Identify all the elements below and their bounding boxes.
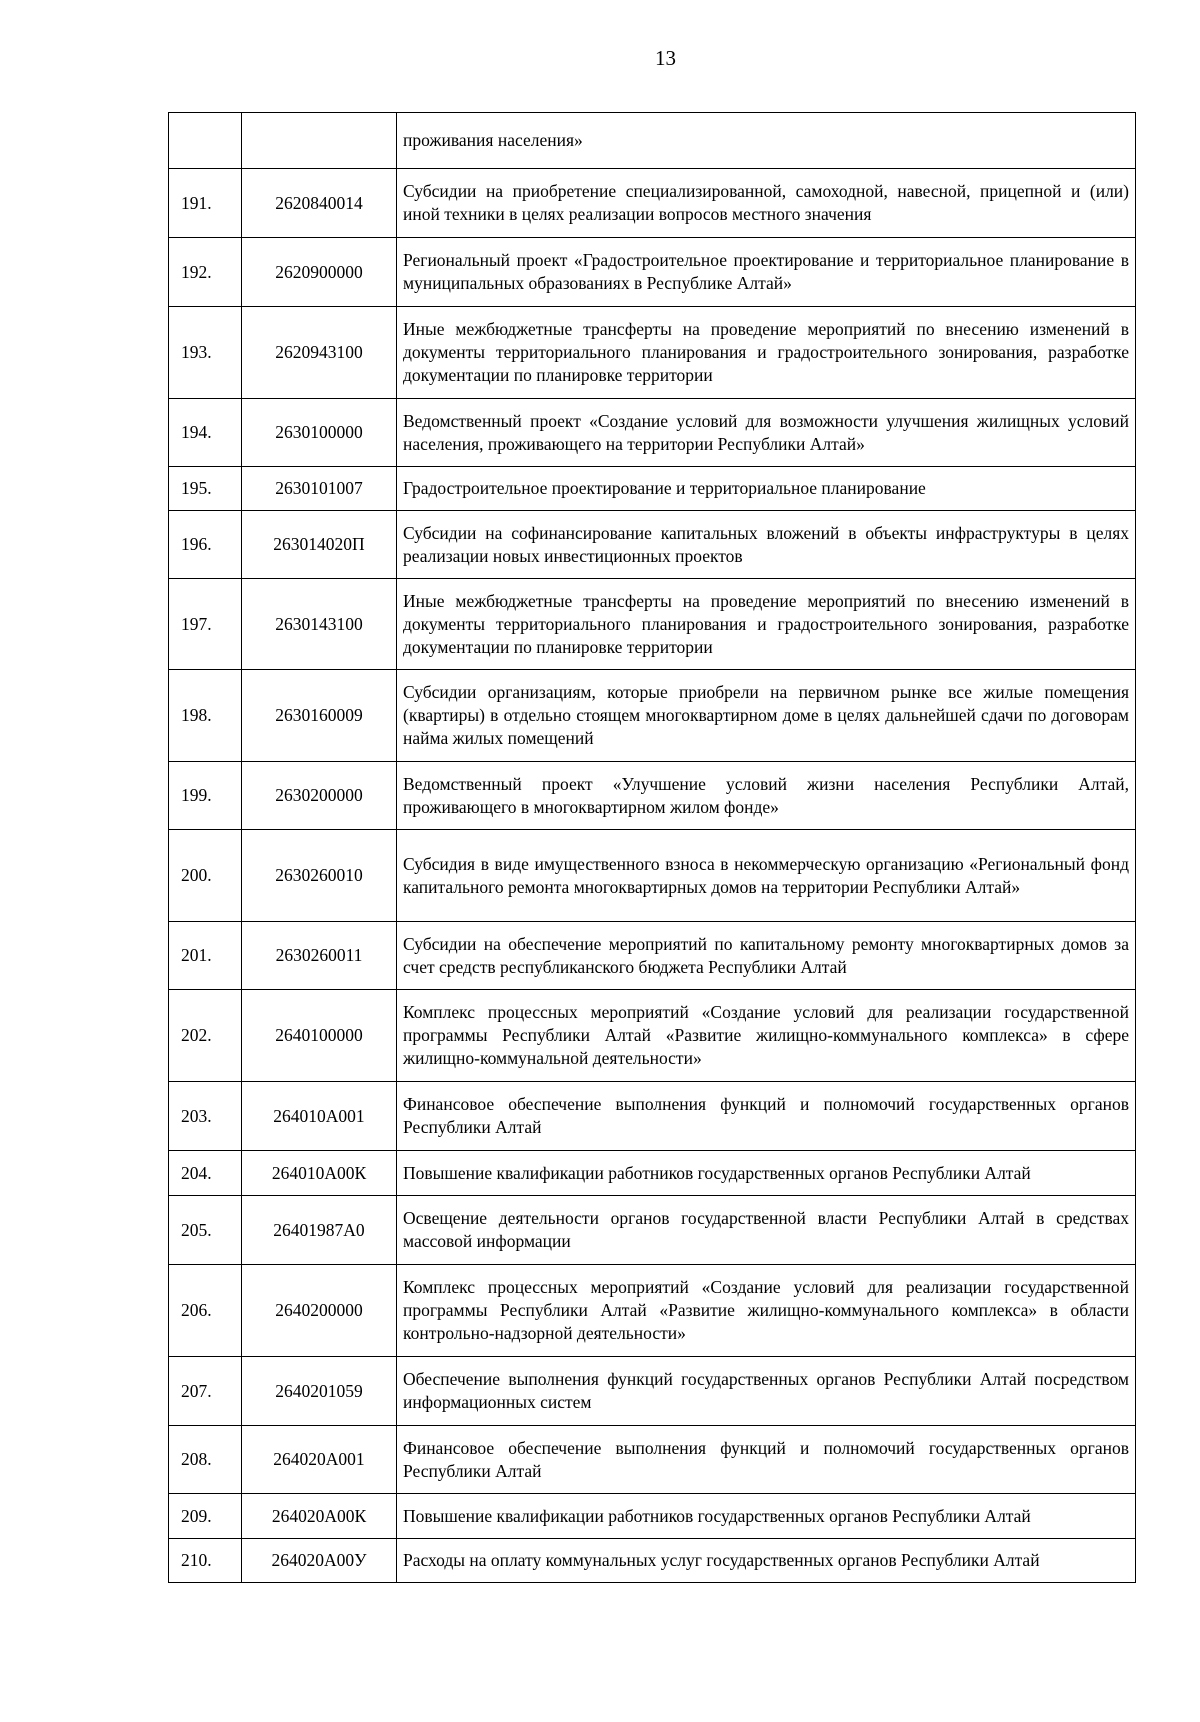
row-number: 209. [169, 1494, 242, 1539]
row-number: 201. [169, 922, 242, 990]
row-number: 204. [169, 1151, 242, 1196]
table-row [169, 990, 1136, 1082]
target-code: 2630260011 [242, 922, 397, 990]
target-name: Освещение деятельности органов государственной власти Республики Алтай в средствах массовой информации [397, 1196, 1136, 1265]
page-number: 13 [655, 46, 676, 70]
target-code: 2640200000 [242, 1265, 397, 1357]
target-name: Финансовое обеспечение выполнения функций и полномочий государственных органов Республики Алтай [397, 1082, 1136, 1151]
table-row [169, 399, 1136, 467]
target-name: Субсидии на софинансирование капитальных вложений в объекты инфраструктуры в целях реализации новых инвестиционных проектов [397, 511, 1136, 579]
target-name: Субсидии на приобретение специализированной, самоходной, навесной, прицепной и (или) иной техники в целях реализации вопросов местного значения [397, 169, 1136, 238]
table-body [169, 113, 1136, 1583]
table-row [169, 113, 1136, 169]
target-code: 2630200000 [242, 762, 397, 830]
table-row [169, 1494, 1136, 1539]
table-row [169, 238, 1136, 307]
row-number: 202. [169, 990, 242, 1082]
table-row [169, 922, 1136, 990]
target-name: Повышение квалификации работников государственных органов Республики Алтай [397, 1494, 1136, 1539]
target-code: 263014020П [242, 511, 397, 579]
target-name: Иные межбюджетные трансферты на проведение мероприятий по внесению изменений в документы территориального планирования и градостроительного зонирования, разработке документации по планировке территории [397, 307, 1136, 399]
row-number: 207. [169, 1357, 242, 1426]
target-code: 264010А001 [242, 1082, 397, 1151]
target-name: Градостроительное проектирование и территориальное планирование [397, 467, 1136, 511]
target-code: 2630101007 [242, 467, 397, 511]
row-number: 191. [169, 169, 242, 238]
target-code: 264020А001 [242, 1426, 397, 1494]
target-name: Ведомственный проект «Создание условий для возможности улучшения жилищных условий населения, проживающего на территории Республики Алтай» [397, 399, 1136, 467]
table-row [169, 1357, 1136, 1426]
table-row [169, 762, 1136, 830]
table-row [169, 307, 1136, 399]
table-row [169, 1539, 1136, 1583]
target-code [242, 113, 397, 169]
table-row [169, 1196, 1136, 1265]
target-code: 2640201059 [242, 1357, 397, 1426]
table-row [169, 670, 1136, 762]
target-name: Иные межбюджетные трансферты на проведение мероприятий по внесению изменений в документы территориального планирования и градостроительного зонирования, разработке документации по планировке территории [397, 579, 1136, 670]
row-number: 198. [169, 670, 242, 762]
table-row [169, 169, 1136, 238]
target-name: Субсидии организациям, которые приобрели на первичном рынке все жилые помещения (квартиры) в отдельно стоящем многоквартирном доме в целях дальнейшей сдачи по договорам найма жилых помещений [397, 670, 1136, 762]
target-code: 2630143100 [242, 579, 397, 670]
target-code: 264020А00У [242, 1539, 397, 1583]
row-number: 210. [169, 1539, 242, 1583]
table-row [169, 1265, 1136, 1357]
target-name: Обеспечение выполнения функций государственных органов Республики Алтай посредством информационных систем [397, 1357, 1136, 1426]
row-number: 196. [169, 511, 242, 579]
target-name: Субсидии на обеспечение мероприятий по капитальному ремонту многоквартирных домов за счет средств республиканского бюджета Республики Алтай [397, 922, 1136, 990]
target-code: 2620943100 [242, 307, 397, 399]
table-row [169, 1151, 1136, 1196]
target-name: Субсидия в виде имущественного взноса в некоммерческую организацию «Региональный фонд капитального ремонта многоквартирных домов на территории Республики Алтай» [397, 830, 1136, 922]
table-row [169, 1426, 1136, 1494]
row-number: 206. [169, 1265, 242, 1357]
table-row [169, 467, 1136, 511]
target-code: 2630100000 [242, 399, 397, 467]
target-name: Расходы на оплату коммунальных услуг государственных органов Республики Алтай [397, 1539, 1136, 1583]
budget-codes-table [168, 112, 1136, 1583]
row-number: 195. [169, 467, 242, 511]
target-code: 264010А00К [242, 1151, 397, 1196]
target-name: Региональный проект «Градостроительное проектирование и территориальное планирование в муниципальных образованиях в Республике Алтай» [397, 238, 1136, 307]
target-code: 2620840014 [242, 169, 397, 238]
row-number: 199. [169, 762, 242, 830]
target-code: 2630260010 [242, 830, 397, 922]
row-number: 193. [169, 307, 242, 399]
table-row [169, 579, 1136, 670]
row-number: 194. [169, 399, 242, 467]
table-row [169, 830, 1136, 922]
target-name: проживания населения» [397, 113, 1136, 169]
target-code: 264020А00К [242, 1494, 397, 1539]
row-number: 197. [169, 579, 242, 670]
target-code: 2640100000 [242, 990, 397, 1082]
target-name: Повышение квалификации работников государственных органов Республики Алтай [397, 1151, 1136, 1196]
target-name: Комплекс процессных мероприятий «Создание условий для реализации государственной программы Республики Алтай «Развитие жилищно-коммунального комплекса» в сфере жилищно-коммунальной деятельности» [397, 990, 1136, 1082]
table-row [169, 511, 1136, 579]
target-name: Финансовое обеспечение выполнения функций и полномочий государственных органов Республики Алтай [397, 1426, 1136, 1494]
target-name: Ведомственный проект «Улучшение условий жизни населения Республики Алтай, проживающего в многоквартирном жилом фонде» [397, 762, 1136, 830]
target-code: 2630160009 [242, 670, 397, 762]
target-name: Комплекс процессных мероприятий «Создание условий для реализации государственной программы Республики Алтай «Развитие жилищно-коммунального комплекса» в области контрольно-надзорной деятельности» [397, 1265, 1136, 1357]
row-number: 192. [169, 238, 242, 307]
target-code: 2620900000 [242, 238, 397, 307]
row-number: 203. [169, 1082, 242, 1151]
target-code: 26401987А0 [242, 1196, 397, 1265]
row-number: 200. [169, 830, 242, 922]
row-number: 208. [169, 1426, 242, 1494]
row-number: 205. [169, 1196, 242, 1265]
row-number [169, 113, 242, 169]
table-row [169, 1082, 1136, 1151]
